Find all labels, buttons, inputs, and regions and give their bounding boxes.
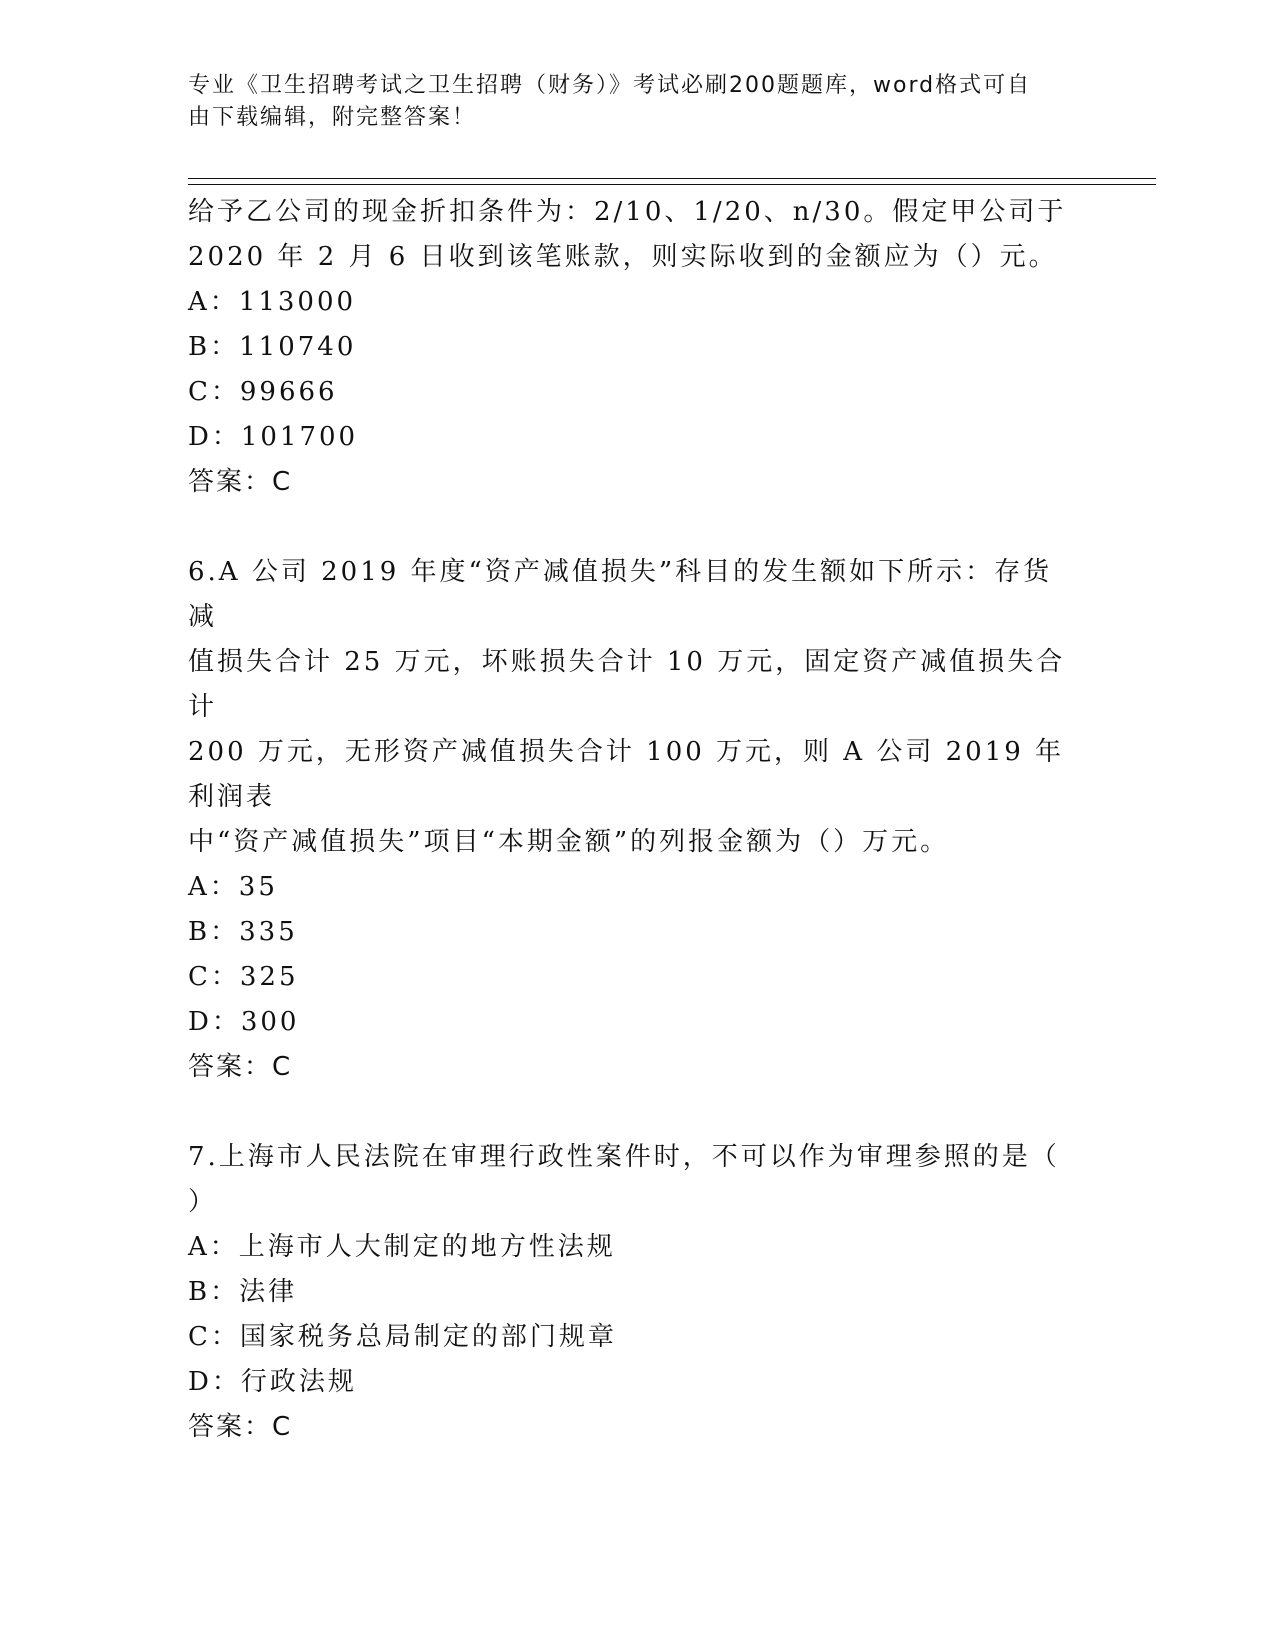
question-list — [188, 190, 1068, 1450]
answer-line: 答案：C — [188, 467, 293, 497]
header-line-2: 由下载编辑，附完整答案！ — [188, 105, 477, 130]
question-text-line: 值损失合计 25 万元，坏账损失合计 10 万元，固定资产减值损失合计 — [188, 647, 1066, 722]
question-text-line: 6.A 公司 2019 年度“资产减值损失”科目的发生额如下所示：存货减 — [188, 557, 1053, 632]
question-text-line: ） — [188, 1187, 218, 1217]
question-text-line: 200 万元，无形资产减值损失合计 100 万元，则 A 公司 2019 年利润表 — [188, 737, 1065, 812]
option-b: B：335 — [188, 917, 298, 947]
option-d: D：行政法规 — [188, 1367, 357, 1397]
answer-line: 答案：C — [188, 1052, 293, 1082]
question-text-line: 7.上海市人民法院在审理行政性案件时，不可以作为审理参照的是（ — [188, 1142, 1060, 1172]
question-text-line: 给予乙公司的现金折扣条件为：2/10、1/20、n/30。假定甲公司于 — [188, 197, 1067, 227]
option-a: A：上海市人大制定的地方性法规 — [188, 1232, 616, 1262]
page-header — [188, 70, 1068, 134]
spacer — [188, 505, 1068, 550]
option-d: D：101700 — [188, 422, 359, 452]
question-block — [188, 550, 1068, 1090]
option-a: A：35 — [188, 872, 278, 902]
header-divider-bottom — [188, 184, 1156, 185]
option-d: D：300 — [188, 1007, 300, 1037]
option-c: C：325 — [188, 962, 299, 992]
spacer — [188, 1090, 1068, 1135]
option-c: C：国家税务总局制定的部门规章 — [188, 1322, 617, 1352]
answer-line: 答案：C — [188, 1412, 293, 1442]
question-block — [188, 1135, 1068, 1450]
option-b: B：110740 — [188, 332, 357, 362]
question-block — [188, 190, 1068, 505]
option-a: A：113000 — [188, 287, 357, 317]
question-text-line: 中“资产减值损失”项目“本期金额”的列报金额为（）万元。 — [188, 827, 950, 857]
option-b: B：法律 — [188, 1277, 298, 1307]
header-line-1: 专业《卫生招聘考试之卫生招聘（财务）》考试必刷200题题库，word格式可自 — [188, 73, 1032, 98]
header-divider-top — [188, 178, 1156, 179]
question-text-line: 2020 年 2 月 6 日收到该笔账款，则实际收到的金额应为（）元。 — [188, 242, 1058, 272]
option-c: C：99666 — [188, 377, 338, 407]
